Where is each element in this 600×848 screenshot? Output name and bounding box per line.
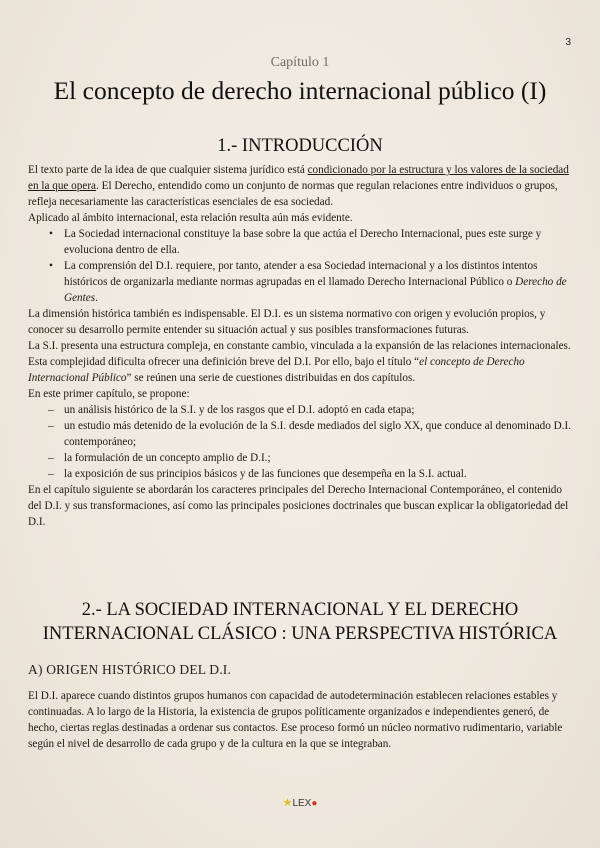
paragraph: El D.I. aparece cuando distintos grupos humanos con capacidad de autodeterminación establecen relaciones estables y continuadas. A lo largo de la Historia, la existencia de grupos políticamente organizados e independientes generó, de hecho, ciertas reglas destinadas a ordenar sus contactos. Ese proceso formó un núcleo normativo rudimentario, variable según el nivel de desarrollo de cada grupo y de la cultura en la que se integraban. [28, 690, 563, 750]
paragraph: Aplicado al ámbito internacional, esta relación resulta aún más evidente. [28, 212, 353, 224]
italic-text: Derecho de Gentes [64, 276, 567, 304]
list-item: – un estudio más detenido de la evolución de la S.I. desde mediados del siglo XX, que conduce al denominado D.I. contemporáneo; [28, 418, 574, 450]
list-item: – la exposición de sus principios básicos y de las funciones que desempeña en la S.I. actual. [28, 466, 574, 482]
subsection-heading: A) ORIGEN HISTÓRICO DEL D.I. [28, 662, 232, 677]
dash-list [28, 402, 574, 482]
page-title: El concepto de derecho internacional público (I) [53, 76, 547, 105]
chapter-label: Capítulo 1 [270, 55, 330, 70]
paragraph [28, 162, 574, 210]
paragraph [28, 338, 574, 386]
introduction-body [28, 162, 574, 530]
underlined-text: condicionado por la estructura y los valores de la sociedad en la que opera [28, 164, 569, 192]
paragraph: La dimensión histórica también es indispensable. El D.I. es un sistema normativo con origen y evolución propios, y conocer su desarrollo permite entender su situación actual y sus posibles transformaciones futuras. [28, 308, 546, 336]
bullet-list [28, 226, 574, 306]
section-heading-introduccion: 1.- INTRODUCCIÓN [217, 136, 383, 156]
list-item: – un análisis histórico de la S.I. y de los rasgos que el D.I. adoptó en cada etapa; [28, 402, 574, 418]
star-icon: ★ [282, 797, 293, 809]
drop-icon: ● [311, 798, 318, 809]
section2-body [28, 688, 574, 752]
text-run: La S.I. presenta una estructura compleja, en constante cambio, vinculada a la expansión de las relaciones internacionales. Esta complejidad dificulta ofrecer una definición breve del D.I. Por ello, bajo el título “ [28, 340, 571, 368]
section-heading-line: INTERNACIONAL CLÁSICO : UNA PERSPECTIVA HISTÓRICA [42, 624, 558, 644]
text-run: . [95, 292, 98, 304]
paragraph: En el capítulo siguiente se abordarán los caracteres principales del Derecho Internacional Contemporáneo, el contenido del D.I. y sus transformaciones, así como las principales posiciones doctrinales que buscan explicar la obligatoriedad del D.I. [28, 484, 569, 528]
text-run: . El Derecho, entendido como un conjunto de normas que regulan relaciones entre individuos o grupos, refleja necesariamente las características esenciales de esa sociedad. [28, 180, 558, 208]
footer-brand [0, 796, 600, 809]
brand-label: LEX [292, 798, 312, 809]
paragraph: En este primer capítulo, se propone: [28, 388, 190, 400]
text-run: La comprensión del D.I. requiere, por tanto, atender a esa Sociedad internacional y a los distintos intentos históricos de organizarla mediante normas agrupadas en el llamado Derecho Internacional Público o [64, 260, 538, 288]
text-run: El texto parte de la idea de que cualquier sistema jurídico está [28, 164, 308, 176]
list-item: • La Sociedad internacional constituye la base sobre la que actúa el Derecho Internacional, pues este surge y evoluciona dentro de ella. [28, 226, 574, 258]
text-run: ” se reúnen una serie de cuestiones distribuidas en dos capítulos. [126, 372, 416, 384]
page-number: 3 [565, 37, 571, 48]
section-heading-sociedad-internacional [0, 598, 600, 646]
section-heading-line: 2.- LA SOCIEDAD INTERNACIONAL Y EL DERECHO [81, 600, 519, 620]
italic-text: el concepto de Derecho Internacional Público [28, 356, 525, 384]
list-item: – la formulación de un concepto amplio de D.I.; [28, 450, 574, 466]
list-item [28, 258, 574, 306]
